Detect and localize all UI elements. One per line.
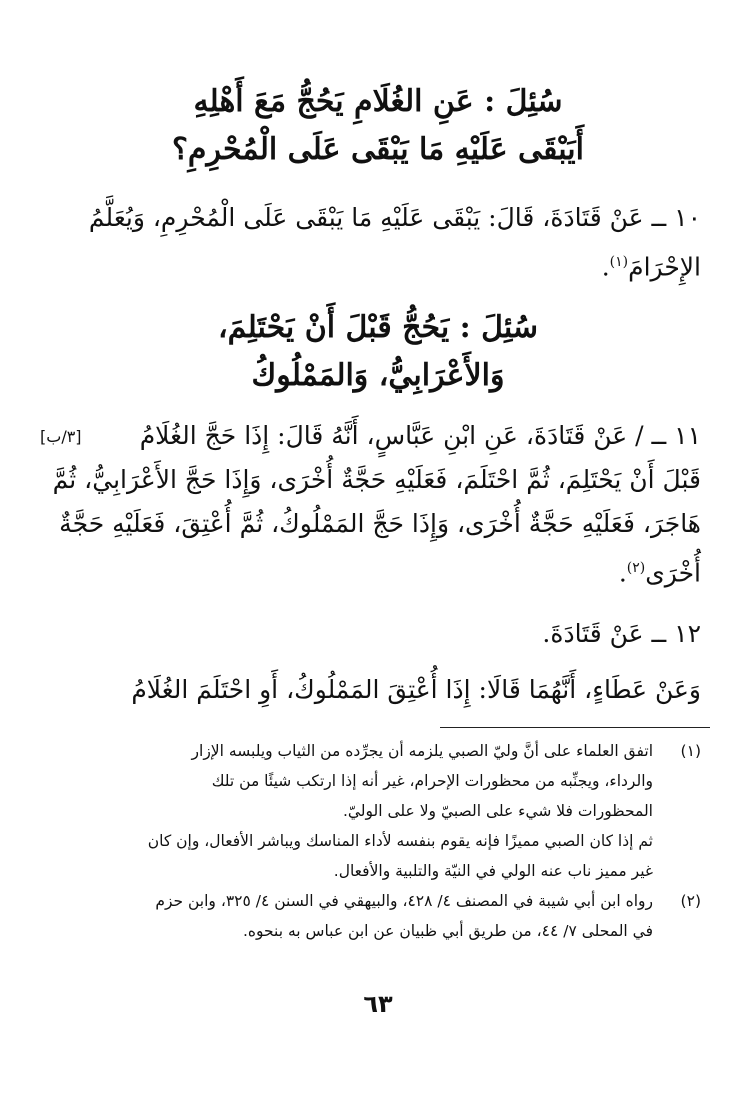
footnote-1-line-1: اتفق العلماء على أنَّ وليّ الصبي يلزمه أن يجرِّده من الثياب ويلبسه الإزار [191,742,653,760]
footnote-1 [55,736,701,886]
paragraph-11-line-2: قَبْلَ أَنْ يَحْتَلِمَ، ثُمَّ احْتَلَمَ، فَعَلَيْهِ حَجَّةٌ أُخْرَى، وَإِذَا حَجَّ الأَعْرَابِيُّ، ثُمَّ [52,465,701,494]
footnote-separator [440,727,710,728]
footnote-1-line-2: والرداء، ويجنِّبه من محظورات الإحرام، غير أنه إذا ارتكب شيئًا من تلك [211,772,653,790]
footnote-1-number: (١) [680,742,701,760]
paragraph-10 [70,196,701,289]
paragraph-12-line-1: ١٢ ــ عَنْ قَتَادَةَ. [542,619,701,648]
paragraph-12 [70,606,701,718]
paragraph-10-line-2 [70,240,701,289]
section-heading-2 [80,304,676,400]
footnote-2-line-1: رواه ابن أبي شيبة في المصنف ٤/ ٤٢٨، والبيهقي في السنن ٤/ ٣٢٥، وابن حزم [155,892,653,910]
page-number: ٦٣ [363,990,393,1018]
footnote-ref-1: (١) [609,254,629,270]
paragraph-10-end: . [601,252,610,282]
footnote-2-number: (٢) [680,892,701,910]
footnote-1-line-3: المحظورات فلا شيء على الصبيّ ولا على الوليّ. [342,802,653,820]
footnote-ref-2: (٢) [626,560,646,576]
footnote-2 [55,886,701,946]
paragraph-11-line-4 [70,546,701,595]
footnote-2-line-2: في المحلى ٧/ ٤٤، من طريق أبي ظبيان عن ابن عباس به بنحوه. [243,922,653,940]
heading-1-line-1: سُئِلَ : عَنِ الغُلَامِ يَحُجُّ مَعَ أَهْلِهِ [193,84,563,119]
heading-2-line-1: سُئِلَ : يَحُجُّ قَبْلَ أَنْ يَحْتَلِمَ، [217,310,539,345]
paragraph-11-line-1: ١١ ــ / عَنْ قَتَادَةَ، عَنِ ابْنِ عَبَّاسٍ، أَنَّهُ قَالَ: إِذَا حَجَّ الغُلَامُ [139,421,701,450]
paragraph-10-text: الإِحْرَامَ [628,252,701,282]
paragraph-12-line-2: وَعَنْ عَطَاءٍ، أَنَّهُمَا قَالَا: إِذَا أُعْتِقَ المَمْلُوكُ، أَوِ احْتَلَمَ الغُلَامُ [131,675,701,704]
heading-2-line-2: وَالأَعْرَابِيُّ، وَالمَمْلُوكُ [251,358,505,393]
paragraph-11-text: أُخْرَى [645,558,701,588]
heading-1-line-2: أَيَبْقَى عَلَيْهِ مَا يَبْقَى عَلَى الْمُحْرِمِ؟ [172,132,584,167]
paragraph-11-line-3: هَاجَرَ، فَعَلَيْهِ حَجَّةٌ أُخْرَى، وَإِذَا حَجَّ المَمْلُوكُ، ثُمَّ أُعْتِقَ، فَعَلَيْهِ حَجَّةٌ [59,509,701,538]
footnote-1-line-5: غير مميز ناب عنه الولي في النيّة والتلبية والأفعال. [333,862,653,880]
section-heading-1 [80,78,676,174]
footnote-1-line-4: ثم إذا كان الصبي مميزًا فإنه يقوم بنفسه لأداء المناسك ويباشر الأفعال، وإن كان [147,832,653,850]
paragraph-11-end: . [618,558,627,588]
manuscript-folio-marker: [٣/ب] [40,427,82,446]
footnotes [55,736,701,946]
paragraph-10-line-1: ١٠ ــ عَنْ قَتَادَةَ، قَالَ: يَبْقَى عَلَيْهِ مَا يَبْقَى عَلَى الْمُحْرِمِ، وَيُعَلَّمُ [88,203,701,232]
